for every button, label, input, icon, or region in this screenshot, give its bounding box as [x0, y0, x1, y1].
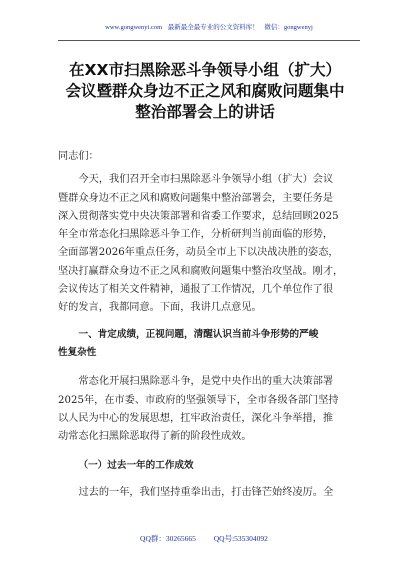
title-line: 在XX市扫黑除恶斗争领导小组（扩大） [69, 61, 341, 79]
text-line: 深入贯彻落实党中央决策部署和省委工作要求，总结回顾2025 [58, 210, 339, 222]
paragraph-achievements [58, 484, 361, 502]
header-wechat: 微信：gongwenyj [264, 24, 313, 31]
text-line: 2025年，在市委、市政府的坚强领导下，全市各级各部门坚持 [58, 394, 339, 406]
text-line: 动常态化扫黑除恶取得了新的阶段性成效。 [58, 431, 252, 443]
text-line: 年全市常态化扫黑除恶斗争工作，分析研判当前面临的形势， [58, 229, 334, 241]
paragraph-section1 [58, 373, 361, 446]
title-line: 会议暨群众身边不正之风和腐败问题集中 [65, 82, 345, 100]
footer-qq-group: QQ群：30265665 [140, 534, 196, 543]
text-line: 常态化开展扫黑除恶斗争，是党中央作出的重大决策部署 [78, 376, 334, 388]
title-line: 整治部署会上的讲话 [135, 103, 275, 121]
footer-qq-number: QQ号:535304092 [213, 534, 268, 543]
header-slogan: 最新最全最专业的公文资料库！ [167, 24, 259, 31]
section-heading-1 [58, 326, 361, 363]
document-title [45, 60, 365, 123]
text-line: 今天，我们召开全市扫黑除恶斗争领导小组（扩大）会议 [78, 174, 334, 186]
subsection-heading: （一）过去一年的工作成效 [78, 460, 194, 472]
header-divider [58, 40, 360, 41]
page-header [60, 23, 358, 32]
text-line: 过去的一年，我们坚持重拳出击，打击锋芒始终凌厉。全 [78, 486, 334, 498]
salutation: 同志们： [58, 151, 99, 162]
text-line: 坚决打赢群众身边不正之风和腐败问题集中整治攻坚战。刚才， [58, 265, 344, 277]
document-body [58, 148, 361, 502]
paragraph-intro [58, 171, 361, 317]
header-website-link[interactable]: www.gongwenyi.com [105, 24, 163, 31]
text-line: 暨群众身边不正之风和腐败问题集中整治部署会，主要任务是 [58, 192, 334, 204]
text-line: 会议传达了相关文件精神，通报了工作情况，几个单位作了很 [58, 284, 334, 296]
heading-line: 一、肯定成绩，正视问题，清醒认识当前斗争形势的严峻 [78, 328, 319, 340]
page-footer [0, 533, 408, 544]
text-line: 好的发言，我都同意。下面，我讲几点意见。 [58, 302, 262, 314]
text-line: 全面部署2026年重点任务，动员全市上下以决战决胜的姿态， [58, 247, 339, 259]
heading-line: 性复杂性 [58, 346, 97, 358]
text-line: 以人民为中心的发展思想，扛牢政治责任，深化斗争举措，推 [58, 412, 334, 424]
